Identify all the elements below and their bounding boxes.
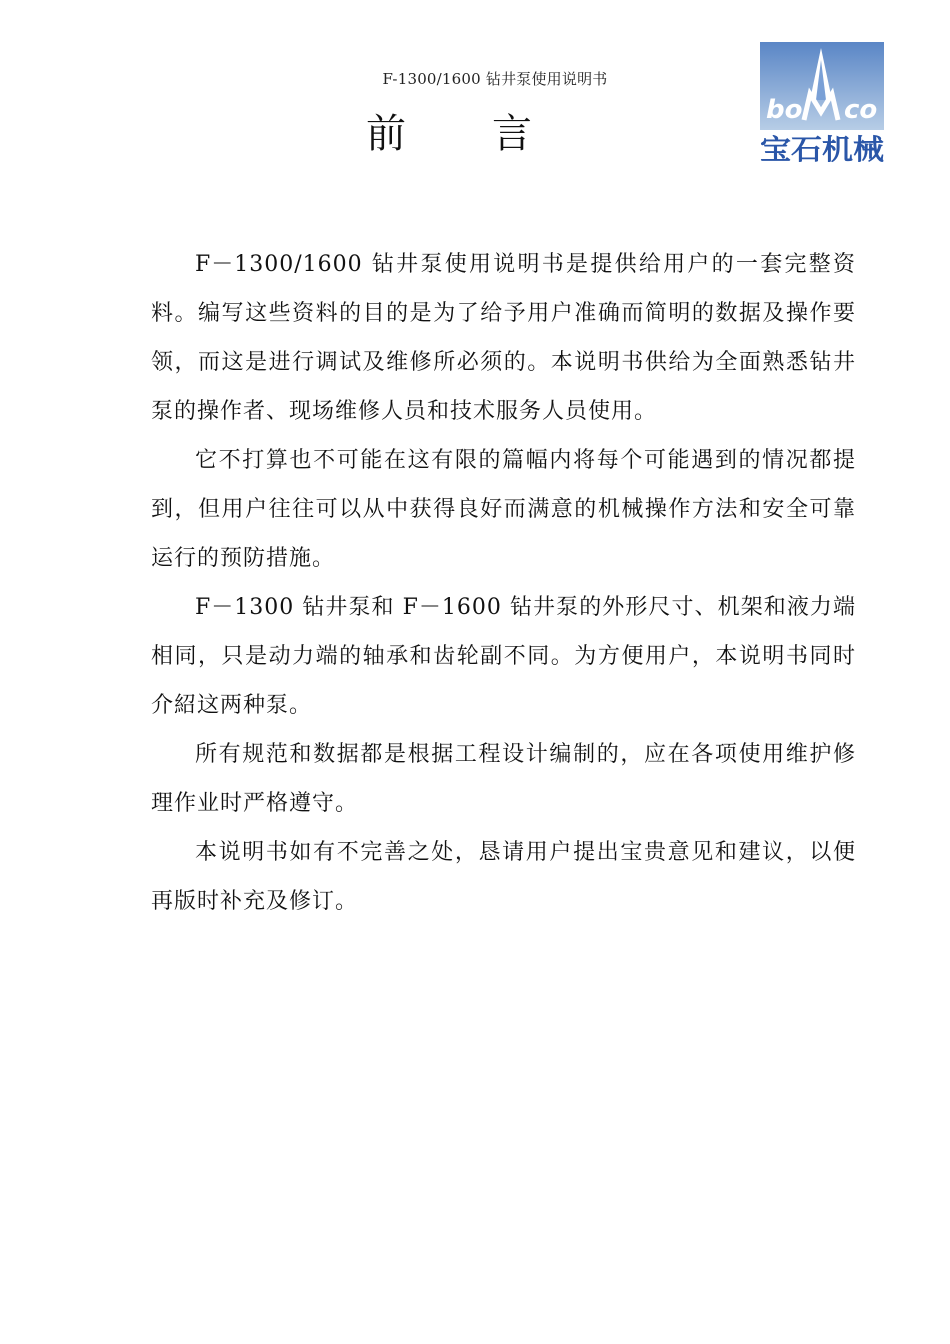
preface-body xyxy=(151,240,856,926)
logo-chinese-text: 宝石机械 xyxy=(760,133,884,164)
paragraph-4: 所有规范和数据都是根据工程设计编制的，应在各项使用维护修理作业时严格遵守。 xyxy=(151,742,856,816)
paragraph-5: 本说明书如有不完善之处，恳请用户提出宝贵意见和建议，以便再版时补充及修订。 xyxy=(151,840,856,914)
paragraph-1: F－1300/1600 钻井泵使用说明书是提供给用户的一套完整资料。编写这些资料的目的是为了给予用户准确而简明的数据及操作要领，而这是进行调试及维修所必须的。本说明书供给为全面熟悉钻井泵的操作者、现场维修人员和技术服务人员使用。 xyxy=(151,252,856,424)
logo-latin-right: co xyxy=(844,95,878,125)
paragraph-2: 它不打算也不可能在这有限的篇幅内将每个可能遇到的情况都提到，但用户往往可以从中获得良好而满意的机械操作方法和安全可靠运行的预防措施。 xyxy=(151,448,856,571)
logo-latin-left: bo xyxy=(766,95,803,125)
paragraph-3: F－1300 钻井泵和 F－1600 钻井泵的外形尺寸、机架和液力端相同，只是动力端的轴承和齿轮副不同。为方便用户，本说明书同时介紹这两种泵。 xyxy=(151,595,856,718)
title-char-2: 言 xyxy=(492,111,532,157)
page-title xyxy=(366,104,566,164)
running-header: F-1300/1600 钻井泵使用说明书 xyxy=(382,70,608,88)
bomco-logo xyxy=(760,42,884,164)
bomco-logo-icon xyxy=(760,42,884,164)
title-char-1: 前 xyxy=(366,111,406,157)
